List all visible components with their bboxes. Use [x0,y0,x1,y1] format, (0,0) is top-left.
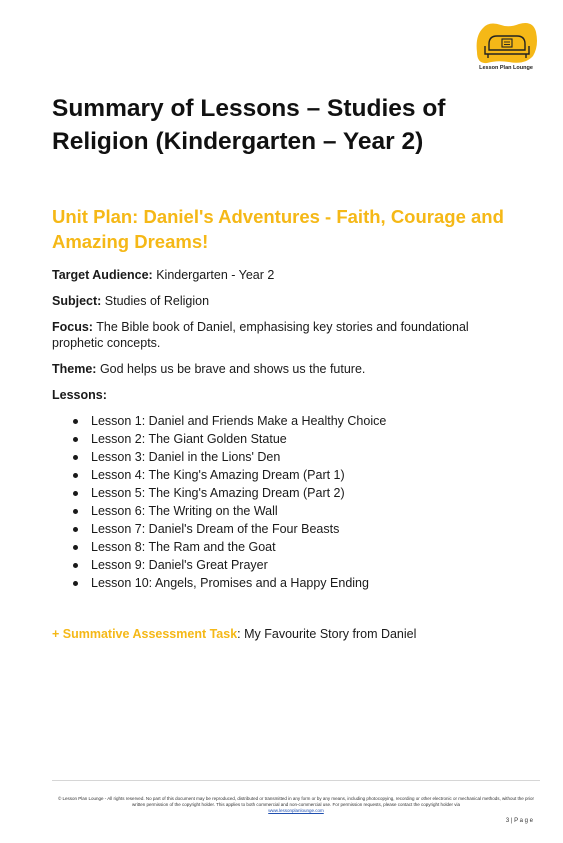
lesson-title: Lesson 6: The Writing on the Wall [91,504,278,518]
logo [471,22,541,72]
lesson-title: Lesson 4: The King's Amazing Dream (Part 1) [91,468,345,482]
subject-value: Studies of Religion [104,294,210,308]
target-audience [52,267,522,283]
list-item [52,556,386,574]
page-number: 3 | P a g e [505,818,533,824]
list-item [52,502,386,520]
list-item [52,574,386,592]
focus [52,319,522,351]
bullet-icon [73,473,78,478]
focus-value: The Bible book of Daniel, emphasising key stories and foundational prophetic concepts. [52,320,469,350]
lesson-title: Lesson 5: The King's Amazing Dream (Part 2) [91,486,345,500]
focus-label: Focus: [52,320,93,334]
bullet-icon [73,563,78,568]
theme-value: God helps us be brave and shows us the future. [99,362,366,376]
bullet-icon [73,455,78,460]
lesson-title: Lesson 3: Daniel in the Lions' Den [91,450,281,464]
lesson-title: Lesson 7: Daniel's Dream of the Four Beasts [91,522,340,536]
lessons-list [52,412,386,592]
lesson-title: Lesson 10: Angels, Promises and a Happy Ending [91,576,369,590]
theme-label: Theme: [52,362,97,376]
lesson-title: Lesson 1: Daniel and Friends Make a Healthy Choice [91,414,387,428]
target-audience-value: Kindergarten - Year 2 [156,268,275,282]
bullet-icon [73,581,78,586]
lesson-title: Lesson 2: The Giant Golden Statue [91,432,287,446]
website-link[interactable]: www.lessonplanlounge.com [268,808,324,813]
bullet-icon [73,509,78,514]
logo-sofa-icon [475,22,539,64]
bullet-icon [73,491,78,496]
list-item [52,484,386,502]
logo-text: Lesson Plan Lounge [479,65,533,71]
lesson-title: Lesson 9: Daniel's Great Prayer [91,558,268,572]
lessons-heading [52,387,522,403]
copyright-text: © Lesson Plan Lounge - All rights reserved. No part of this document may be reproduced, distributed or transmitted in any form or by any means, including photocopying, recording or other electronic or mechanical methods, without the prior written permission of the copyright holder. This applies to both commercial and non-commercial use. For permission requests, please contact the copyright holder via [57,796,535,807]
list-item [52,412,386,430]
page-title: Summary of Lessons – Studies of Religion (Kindergarten – Year 2) [52,95,446,155]
list-item [52,430,386,448]
bullet-icon [73,419,78,424]
bullet-icon [73,437,78,442]
list-item [52,520,386,538]
lesson-title: Lesson 8: The Ram and the Goat [91,540,276,554]
subject-label: Subject: [52,294,102,308]
bullet-icon [73,545,78,550]
target-audience-label: Target Audience: [52,268,153,282]
list-item [52,466,386,484]
summative-assessment [52,626,416,642]
subject [52,293,522,309]
theme [52,361,522,377]
list-item [52,448,386,466]
list-item [52,538,386,556]
assessment-value: : My Favourite Story from Daniel [237,627,417,641]
footer-copyright [52,796,540,814]
lessons-label: Lessons: [52,388,107,402]
unit-plan-heading: Unit Plan: Daniel's Adventures - Faith, Courage and Amazing Dreams! [52,206,504,252]
assessment-label: + Summative Assessment Task [52,627,238,641]
footer-divider [52,780,540,781]
bullet-icon [73,527,78,532]
